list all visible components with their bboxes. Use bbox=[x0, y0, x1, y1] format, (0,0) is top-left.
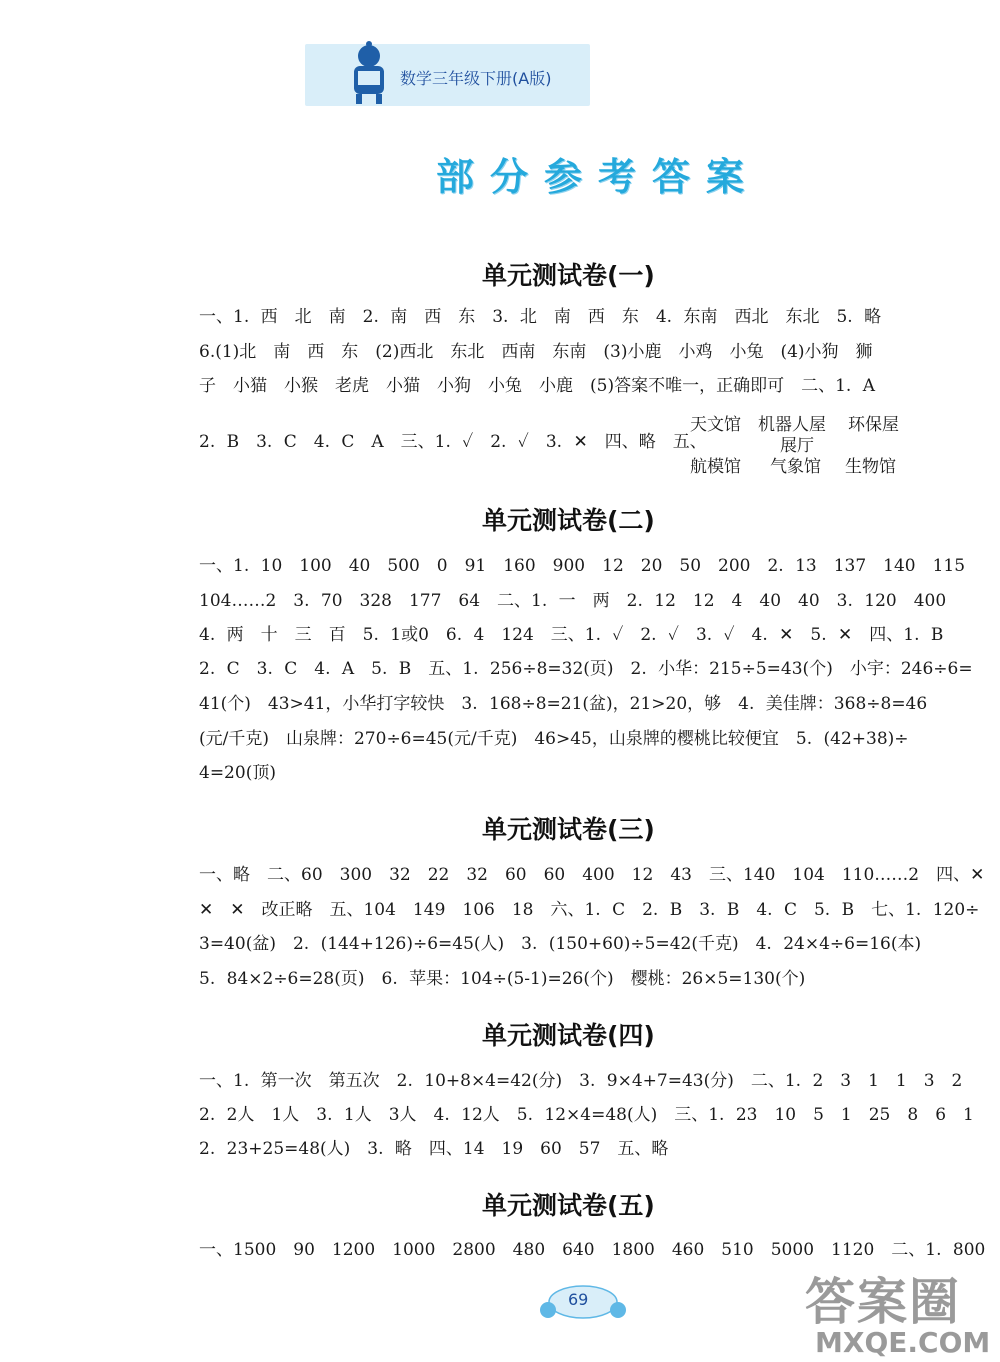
answer-line: 4=20(顶) bbox=[199, 763, 276, 783]
answer-line: 2. 23+25=48(人) 3. 略 四、14 19 60 57 五、略 bbox=[199, 1139, 669, 1159]
grid-cell: 环保屋 bbox=[848, 415, 899, 435]
answer-line: 5. 84×2÷6=28(页) 6. 苹果：104÷(5-1)=26(个) 樱桃：26×5=130(个) bbox=[199, 969, 806, 989]
watermark-url: MXQE.COM bbox=[815, 1326, 991, 1359]
grid-cell: 气象馆 bbox=[770, 457, 821, 477]
answer-line: 2. B 3. C 4. C A 三、1. ✓ 2. ✓ 3. ✕ 四、略 五、 bbox=[199, 432, 707, 452]
answer-line: (元/千克) 山泉牌：270÷6=45(元/千克) 46>45，山泉牌的樱桃比较便宜 5. (42+38)÷ bbox=[199, 729, 909, 749]
section-title-1: 单元测试卷(一) bbox=[482, 261, 655, 290]
watermark-logo: 答案圈 bbox=[805, 1273, 961, 1331]
answer-line: 6.(1)北 南 西 东 (2)西北 东北 西南 东南 (3)小鹿 小鸡 小兔 (4)小狗 狮 bbox=[199, 342, 873, 362]
grid-cell: 机器人屋 bbox=[758, 415, 826, 435]
grid-cell: 生物馆 bbox=[845, 457, 896, 477]
section-title-3: 单元测试卷(三) bbox=[482, 815, 655, 844]
answer-line: 一、1500 90 1200 1000 2800 480 640 1800 460 510 5000 1120 二、1. 800 bbox=[199, 1240, 986, 1260]
grid-cell-center: 展厅 bbox=[780, 436, 814, 456]
grid-cell: 航模馆 bbox=[690, 457, 741, 477]
grid-cell: 天文馆 bbox=[690, 415, 741, 435]
page-title: 部分参考答案 bbox=[436, 155, 761, 199]
page-number: 69 bbox=[568, 1290, 589, 1309]
answer-line: 4. 两 十 三 百 5. 1或0 6. 4 124 三、1. ✓ 2. ✓ 3. ✓ 4. ✕ 5. ✕ 四、1. B bbox=[199, 625, 944, 645]
answer-line: 一、1. 西 北 南 2. 南 西 东 3. 北 南 西 东 4. 东南 西北 东北 5. 略 bbox=[199, 307, 882, 327]
answer-line: 3=40(盆) 2. (144+126)÷6=45(人) 3. (150+60)÷5=42(千克) 4. 24×4÷6=16(本) bbox=[199, 934, 922, 954]
answer-line: 一、1. 10 100 40 500 0 91 160 900 12 20 50 200 2. 13 137 140 115 bbox=[199, 556, 966, 576]
section-title-5: 单元测试卷(五) bbox=[482, 1191, 655, 1220]
answer-line: 一、略 二、60 300 32 22 32 60 60 400 12 43 三、140 104 110……2 四、✕ bbox=[199, 865, 985, 885]
answer-line: ✕ ✕ 改正略 五、104 149 106 18 六、1. C 2. B 3. B 4. C 5. B 七、1. 120÷ bbox=[199, 900, 980, 920]
section-title-2: 单元测试卷(二) bbox=[482, 506, 655, 535]
answer-line: 2. 2人 1人 3. 1人 3人 4. 12人 5. 12×4=48(人) 三、1. 23 10 5 1 25 8 6 1 bbox=[199, 1105, 974, 1125]
answer-line: 2. C 3. C 4. A 5. B 五、1. 256÷8=32(页) 2. 小华：215÷5=43(个) 小宇：246÷6= bbox=[199, 659, 973, 679]
section-title-4: 单元测试卷(四) bbox=[482, 1021, 655, 1050]
answer-line: 子 小猫 小猴 老虎 小猫 小狗 小兔 小鹿 (5)答案不唯一，正确即可 二、1. A bbox=[199, 376, 875, 396]
answer-line: 41(个) 43>41，小华打字较快 3. 168÷8=21(盆)，21>20，够 4. 美佳牌：368÷8=46 bbox=[199, 694, 928, 714]
answer-line: 104……2 3. 70 328 177 64 二、1. 一 两 2. 12 12 4 40 40 3. 120 400 bbox=[199, 591, 947, 611]
mascot-icon bbox=[340, 38, 398, 108]
answer-line: 一、1. 第一次 第五次 2. 10+8×4=42(分) 3. 9×4+7=43(分) 二、1. 2 3 1 1 3 2 bbox=[199, 1071, 963, 1091]
header-text: 数学三年级下册(A版) bbox=[400, 69, 552, 88]
